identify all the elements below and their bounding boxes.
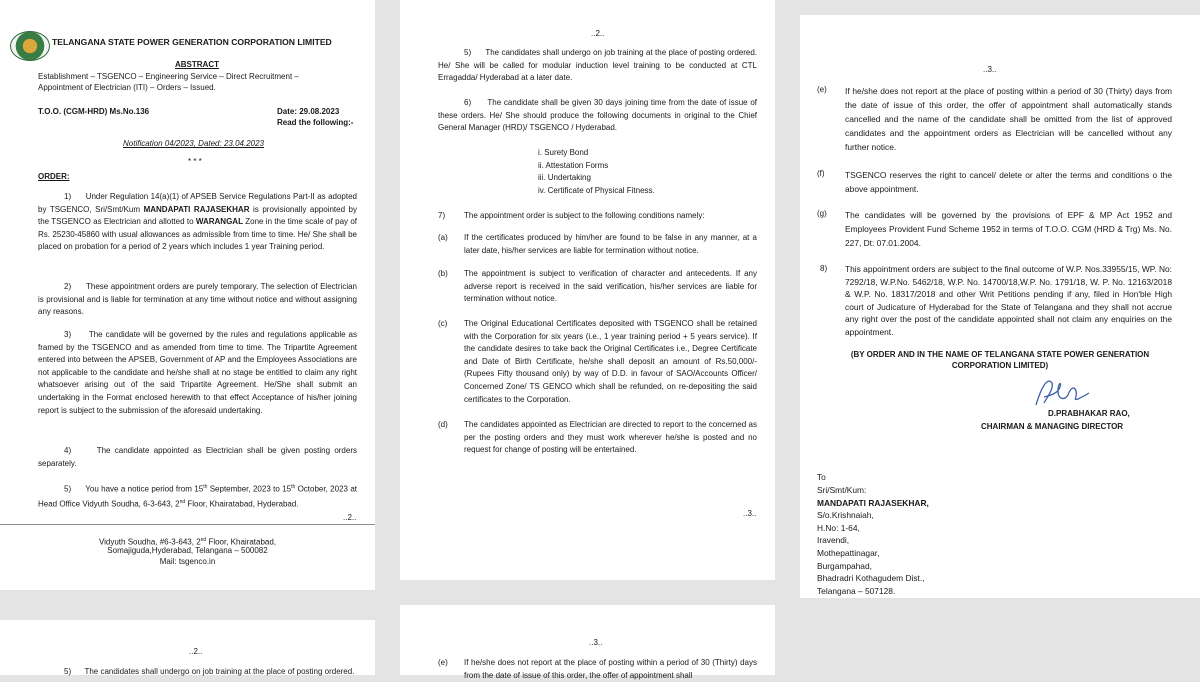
clause-text: Floor, Khairatabad, Hyderabad. xyxy=(185,499,299,509)
clause-8-label: 8) xyxy=(820,264,828,273)
clause-text: Zone in the time scale of pay of Rs. 25230-45860 with usual allowances as admissible from time to time. He/ She shall be placed on probation for a period of 2 years which includes 1 year Training period. xyxy=(38,217,357,252)
address-line: S/o.Krishnaiah, xyxy=(817,510,874,521)
to-label: To xyxy=(817,472,826,482)
clause-8: This appointment orders are subject to the final outcome of W.P. Nos.33955/15, WP. No: 7292/18, W.P.No. 5462/18, W.P. No. 14700/18,W.P. No. 1791/18, W. P. No. 12163/2018 & W.P. No. 18317/2018 and other Writ Petitions pending if any, filed in Hon'ble High court of Judicature of Hyderabad for the State of Telangana and they shall not accrue any right over the post of the candidate appointed shall not claim any enquiries on the appointment. xyxy=(845,264,1172,337)
condition-d-label: (d) xyxy=(438,420,448,429)
clause-label: 6) xyxy=(464,98,472,107)
page-number: ..3.. xyxy=(589,638,603,647)
clause-text: October, 2023 at Head Office Vidyuth Soudha, 6-3-643, 2 xyxy=(38,484,358,509)
condition-f: TSGENCO reserves the right to cancel/ delete or alter the terms and conditions o the above appointment. xyxy=(845,170,1172,194)
page-continuation: ..2.. xyxy=(343,513,357,522)
clause-label: 2) xyxy=(64,282,72,291)
address-line: Iravendi, xyxy=(817,535,850,546)
document-page-1 xyxy=(0,0,375,590)
condition-c: The Original Educational Certificates deposited with TSGENCO shall be retained with the Corporation for six years (i.e., 1 year training period + 5 years service). If the candidate desires to take back the Original Certificates i.e., Degree Certificate and Date of Birth Certificate, he/she shall deposit an amount of Rs.50,000/- (Rupees Fifty thousand only) by way of D.D. in favour of SAO/Accounts Officer/ Concerned Zone/ TS GENCO which shall be refunded, on re-depositing the said certificates to the Corporation. xyxy=(464,319,757,404)
address-line: H.No: 1-64, xyxy=(817,522,860,533)
clause-7: The appointment order is subject to the following conditions namely: xyxy=(464,211,705,220)
order-heading: ORDER: xyxy=(38,172,70,181)
abstract-line-2: Appointment of Electrician (ITI) – Orders – Issued. xyxy=(38,83,216,92)
clause-5 xyxy=(438,47,757,85)
order-number: T.O.O. (CGM-HRD) Ms.No.136 xyxy=(38,107,150,116)
condition-b-label: (b) xyxy=(438,269,448,278)
clause-label: 5) xyxy=(64,484,72,494)
clause-label: 5) xyxy=(464,48,472,57)
page-number: ..2.. xyxy=(591,29,605,38)
order-date: Date: 29.08.2023 xyxy=(277,107,340,116)
candidate-name: MANDAPATI RAJASEKHAR xyxy=(143,204,250,214)
condition-g: The candidates will be governed by the provisions of EPF & MP Act 1952 and Employees Provident Fund Scheme 1952 in terms of T.O.O. CGM (HRD & Trg) Ms. No. 227, Dt: 07.01.2004. xyxy=(845,210,1172,248)
list-item: ii. Attestation Forms xyxy=(538,160,609,170)
org-title: TELANGANA STATE POWER GENERATION CORPORATION LIMITED xyxy=(52,37,332,47)
clause-text: Under Regulation 14(a)(1) of APSEB Service Regulations Part-II as adopted by TSGENCO, Sri/Smt/Kum xyxy=(38,192,357,214)
clause-label: 1) xyxy=(64,192,72,201)
notification-ref: Notification 04/2023, Dated: 23.04.2023 xyxy=(123,139,264,148)
clause-text: September, 2023 to 15 xyxy=(207,484,292,494)
document-list xyxy=(538,147,655,197)
document-page-2 xyxy=(400,0,775,580)
list-item: iv. Certificate of Physical Fitness. xyxy=(538,185,655,195)
abstract-line-1: Establishment – TSGENCO – Engineering Service – Direct Recruitment – xyxy=(38,72,299,81)
document-page-3 xyxy=(800,15,1200,598)
condition-e: If he/she does not report at the place of posting within a period of 30 (Thirty) days from the date of issue of this order, the offer of appointment shall xyxy=(464,658,757,680)
page-number: ..3.. xyxy=(983,65,997,74)
order-by-line-1: (BY ORDER AND IN THE NAME OF TELANGANA STATE POWER GENERATION xyxy=(850,350,1150,359)
clause-5 xyxy=(38,666,357,679)
address-line: Bhadradri Kothagudem Dist., xyxy=(817,573,925,584)
clause-text: is provisionally appointed by the TSGENCO as Electrician and allotted to xyxy=(38,204,357,227)
clause-label: 3) xyxy=(64,330,72,339)
document-page-4-partial xyxy=(0,620,375,675)
list-item: i. Surety Bond xyxy=(538,148,589,157)
clause-7-label: 7) xyxy=(438,211,446,220)
superscript: nd xyxy=(200,537,207,543)
address-line: Mothepattinagar, xyxy=(817,547,880,558)
address-line: Burgampahad, xyxy=(817,560,872,571)
abstract-heading: ABSTRACT xyxy=(175,60,219,69)
condition-g-label: (g) xyxy=(817,209,827,218)
footer-text: Vidyuth Soudha, #6-3-643, 2 xyxy=(98,537,201,547)
footer-divider xyxy=(0,524,375,525)
clause-text: The candidates shall undergo on job training at the place of posting ordered. xyxy=(84,667,355,676)
signatory-name: D.PRABHAKAR RAO, xyxy=(1048,409,1130,418)
clause-text: The candidate shall be given 30 days joining time from the date of issue of these orders. He/ She should produce the following documents in original to the Chief General Manager (HRD)/ TSGENCO / Hyderabad. xyxy=(438,98,757,133)
clause-6 xyxy=(438,97,757,135)
footer-city: Somajiguda,Hyderabad, Telangana – 500082 xyxy=(107,546,268,555)
clause-text: These appointment orders are purely temporary. The selection of Electrician is provisional and is liable for termination at any time without notice and without assigning any reasons. xyxy=(38,282,357,317)
superscript: th xyxy=(291,484,296,490)
separator-stars: * * * xyxy=(188,157,202,166)
footer-text: Floor, Khairatabad, xyxy=(206,537,277,547)
page-number: ..2.. xyxy=(189,647,203,656)
clause-label: 4) xyxy=(64,446,72,455)
address-line: Telangana – 507128. xyxy=(817,585,896,596)
signatory-title: CHAIRMAN & MANAGING DIRECTOR xyxy=(981,422,1124,431)
signature-image xyxy=(1032,375,1092,409)
order-by-line-2: CORPORATION LIMITED) xyxy=(951,361,1049,370)
recipient-address xyxy=(817,484,929,597)
address-line: MANDAPATI RAJASEKHAR, xyxy=(817,497,929,508)
clause-text: You have a notice period from 15 xyxy=(85,484,204,494)
condition-e-label: (e) xyxy=(438,658,448,667)
superscript: nd xyxy=(179,499,186,506)
clause-text: The candidates shall undergo on job training at the place of posting ordered. He/ She will be called for modular induction level training to be conducted at CTL Erragadda/ Hyderabad at a later date. xyxy=(438,48,757,83)
condition-c-label: (c) xyxy=(438,319,448,328)
page-continuation: ..3.. xyxy=(743,509,757,518)
list-item: iii. Undertaking xyxy=(538,173,591,183)
clause-label: 5) xyxy=(64,667,72,676)
condition-d: The candidates appointed as Electrician are directed to report to the concerned as per the posting orders and they must work wherever he/she is posted and no request for change of posting will be entertained. xyxy=(464,420,757,455)
condition-e: If he/she does not report at the place of posting within a period of 30 (Thirty) days from the date of issue of this order, the offer of appointment shall automatically stands cancelled and the name of the candidate shall be omitted from the list of approved candidates and the appointment orders as Electrician will be cancelled without any further notice. xyxy=(845,86,1172,152)
footer-mail: Mail: tsgenco.in xyxy=(159,557,216,566)
condition-f-label: (f) xyxy=(817,169,825,178)
condition-a: If the certificates produced by him/her are found to be false in any manner, at a later date, his/her services are liable for termination without notice. xyxy=(464,233,757,255)
clause-text: The candidate will be governed by the rules and regulations applicable as framed by the TSGENCO and as amended from time to time. The Tripartite Agreement entered into between the APSEB, Government of AP and the Employees Associations are not applicable to the candidate and he/she shall at no stage be entitled to claim any right whatsoever arising out of the said Tripartite Agreement. He/She shall submit an undertaking in the Format enclosed herewith to that effect Acceptance of his/her joining report is subject to the submission of the aforesaid undertaking. xyxy=(38,330,357,415)
read-following: Read the following:- xyxy=(277,118,354,127)
address-line: Sri/Smt/Kum: xyxy=(817,485,867,495)
clause-text: The candidate appointed as Electrician shall be given posting orders separately. xyxy=(38,446,357,468)
superscript: th xyxy=(203,484,208,490)
condition-e-label: (e) xyxy=(817,85,827,94)
document-page-5-partial xyxy=(400,605,775,680)
condition-a-label: (a) xyxy=(438,233,448,242)
tsgenco-logo xyxy=(10,31,50,61)
zone-name: WARANGAL xyxy=(195,217,243,227)
condition-b: The appointment is subject to verification of character and antecedents. If any adverse report is received in the said verification, his/her services are liable for termination without notice. xyxy=(464,269,757,304)
clause-1 xyxy=(38,191,357,254)
